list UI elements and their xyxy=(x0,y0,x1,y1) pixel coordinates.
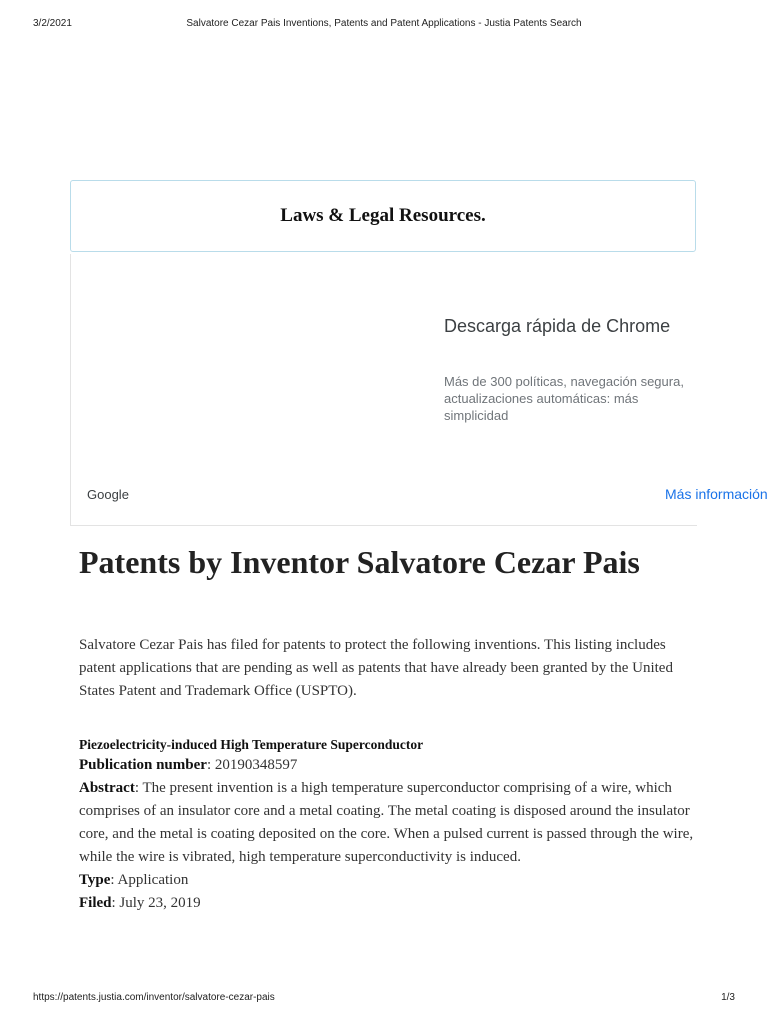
type-label: Type xyxy=(79,872,111,888)
advertisement[interactable] xyxy=(70,254,768,526)
page-title: Patents by Inventor Salvatore Cezar Pais xyxy=(79,544,640,580)
abstract-text: The present invention is a high temperature superconductor comprising of a wire, which comprises of an insulator core and a metal coating. The metal coating is disposed around the insulator core, and the metal is coating deposited on the core. When a pulsed current is passed through the wire, while the wire is vibrated, high temperature superconductivity is induced. xyxy=(79,780,694,865)
print-header xyxy=(33,18,735,32)
publication-number-value: 20190348597 xyxy=(214,757,298,773)
print-footer xyxy=(33,992,735,1006)
filed-label: Filed xyxy=(79,895,112,911)
ad-description: Más de 300 políticas, navegación segura, actualizaciones automáticas: más simplicidad xyxy=(444,374,684,423)
abstract-row: Abstract: The present invention is a high temperature superconductor comprising of a wire, which comprises of an insulator core and a metal coating. The metal coating is disposed around the insulator core, and the metal is coating deposited on the core. When a pulsed current is passed through the wire, while the wire is vibrated, high temperature superconductivity is induced. xyxy=(79,780,694,865)
laws-resources-banner[interactable] xyxy=(70,180,696,252)
type-row: Type: Application xyxy=(79,872,189,888)
ad-brand: Google xyxy=(87,487,129,502)
print-date: 3/2/2021 xyxy=(33,18,72,29)
intro-paragraph: Salvatore Cezar Pais has filed for patents to protect the following inventions. This listing includes patent applications that are pending as well as patents that have already been granted by the United States Patent and Trademark Office (USPTO). xyxy=(79,637,673,699)
print-url: https://patents.justia.com/inventor/salvatore-cezar-pais xyxy=(33,992,275,1003)
laws-resources-label: Laws & Legal Resources. xyxy=(280,205,486,226)
type-value: Application xyxy=(117,872,189,888)
abstract-label: Abstract xyxy=(79,780,135,796)
patent-title-link[interactable]: Piezoelectricity-induced High Temperature Superconductor xyxy=(79,737,424,752)
print-page-title: Salvatore Cezar Pais Inventions, Patents and Patent Applications - Justia Patents Search xyxy=(186,18,582,29)
print-page-number: 1/3 xyxy=(721,992,735,1003)
filed-row: Filed: July 23, 2019 xyxy=(79,895,201,911)
ad-more-link[interactable]: Más información xyxy=(665,486,768,502)
publication-number-label: Publication number xyxy=(79,757,207,773)
filed-value: July 23, 2019 xyxy=(119,895,201,911)
patent-entry xyxy=(79,736,699,915)
publication-number-row: Publication number: 20190348597 xyxy=(79,757,298,773)
ad-headline[interactable]: Descarga rápida de Chrome xyxy=(444,316,671,336)
